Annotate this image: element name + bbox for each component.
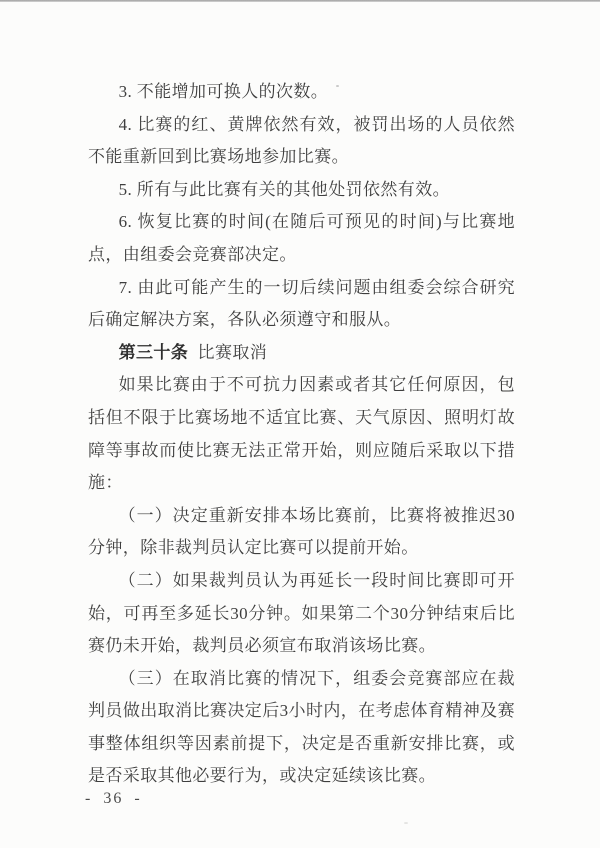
- paragraph: （三）在取消比赛的情况下，组委会竞赛部应在裁判员做出取消比赛决定后3小时内，在考虑体育精神及赛事整体组织等因素前提下，决定是否重新安排比赛，或是否采取其他必要行为，或决定延续该比赛。: [88, 668, 515, 786]
- scan-top-edge: [0, 0, 600, 2]
- paragraph: （二）如果裁判员认为再延长一段时间比赛即可开始，可再至多延长30分钟。如果第二个30分钟结束后比赛仍未开始，裁判员必须宣布取消该场比赛。: [88, 570, 515, 656]
- page-footer: [85, 790, 142, 808]
- paragraph: 3. 不能增加可换人的次数。: [118, 82, 329, 101]
- article-number: 第三十条: [118, 342, 189, 362]
- paragraph: 7. 由此可能产生的一切后续问题由组委会综合研究后确定解决方案，各队必须遵守和服从。: [88, 277, 515, 330]
- article-heading: [88, 337, 515, 370]
- page-number: - 36 -: [85, 790, 142, 807]
- article-title: 比赛取消: [197, 342, 268, 362]
- paragraph: 如果比赛由于不可抗力因素或者其它任何原因，包括但不限于比赛场地不适宜比赛、天气原因、照明灯故障等事故而使比赛无法正常开始，则应随后采取以下措施：: [88, 375, 515, 493]
- scan-speck: [404, 822, 408, 824]
- paragraph: （一）决定重新安排本场比赛前，比赛将被推迟30分钟，除非裁判员认定比赛可以提前开始。: [88, 505, 515, 558]
- paragraph: 5. 所有与此比赛有关的其他处罚依然有效。: [118, 179, 450, 199]
- paragraph: 4. 比赛的红、黄牌依然有效，被罚出场的人员依然不能重新回到比赛场地参加比赛。: [88, 114, 515, 167]
- paragraph: 6. 恢复比赛的时间(在随后可预见的时间)与比赛地点，由组委会竞赛部决定。: [88, 212, 515, 264]
- document-content: [88, 76, 515, 793]
